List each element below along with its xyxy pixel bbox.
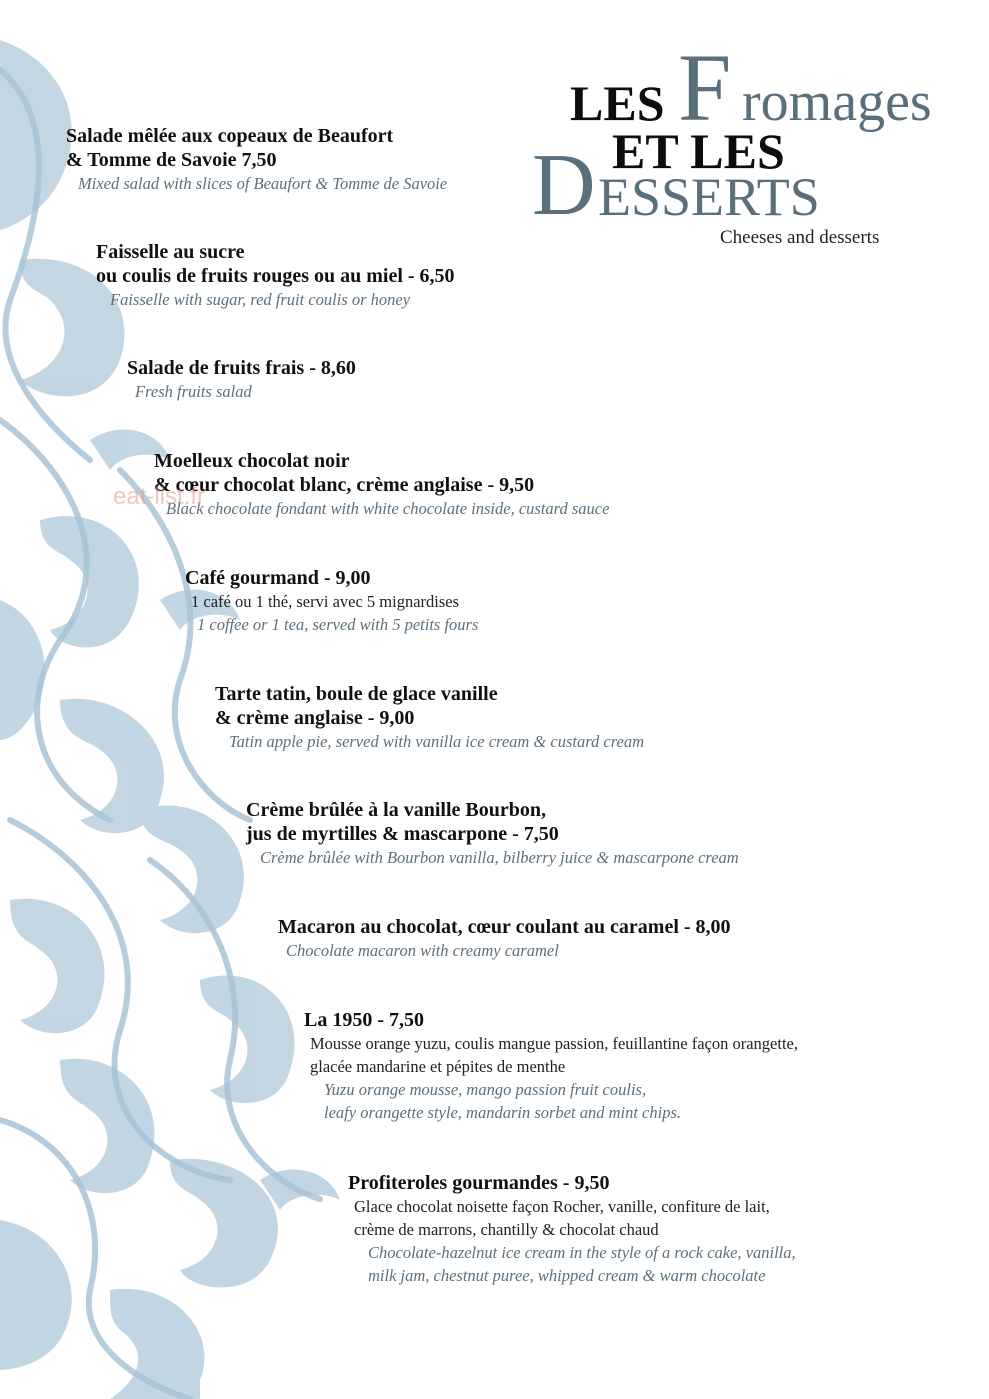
watermark: eat-list.fr: [113, 483, 206, 510]
item-english: milk jam, chestnut puree, whipped cream & warm chocolate: [368, 1266, 766, 1285]
title-desserts-rest: ESSERTS: [598, 167, 820, 227]
item-name-line: Macaron au chocolat, cœur coulant au caramel - 8,00: [278, 916, 731, 938]
item-description: glacée mandarine et pépites de menthe: [310, 1057, 566, 1076]
menu-item: [127, 356, 356, 403]
menu-item: [246, 798, 739, 869]
item-name-line: & crème anglaise - 9,00: [215, 707, 415, 729]
item-name-line: Tarte tatin, boule de glace vanille: [215, 683, 498, 705]
item-description: Mousse orange yuzu, coulis mangue passion, feuillantine façon orangette,: [310, 1034, 798, 1053]
item-english: 1 coffee or 1 tea, served with 5 petits fours: [197, 615, 479, 634]
item-english: Yuzu orange mousse, mango passion fruit coulis,: [324, 1080, 647, 1099]
item-name-line: Café gourmand - 9,00: [185, 567, 371, 589]
title-les: LES: [570, 75, 665, 131]
item-english: Chocolate macaron with creamy caramel: [286, 941, 559, 960]
menu-subtitle: Cheeses and desserts: [720, 227, 880, 248]
item-name-line: Crème brûlée à la vanille Bourbon,: [246, 799, 546, 821]
item-english: Tatin apple pie, served with vanilla ice cream & custard cream: [229, 732, 645, 751]
item-name-line: ou coulis de fruits rouges ou au miel - 6,50: [96, 265, 455, 287]
title-et-les: ET LES: [612, 123, 785, 179]
menu-item: [278, 915, 731, 962]
title-fromages-rest: romages: [742, 71, 932, 133]
item-name-line: Moelleux chocolat noir: [154, 450, 350, 472]
menu-item: [96, 240, 455, 311]
item-english: leafy orangette style, mandarin sorbet and mint chips.: [324, 1103, 681, 1122]
item-name-line: La 1950 - 7,50: [304, 1009, 424, 1031]
item-name-line: Faisselle au sucre: [96, 241, 245, 263]
item-english: Chocolate-hazelnut ice cream in the style of a rock cake, vanilla,: [368, 1243, 796, 1262]
item-english: Fresh fruits salad: [135, 382, 252, 401]
item-name-line: & cœur chocolat blanc, crème anglaise - 9,50: [154, 474, 535, 496]
title-desserts-initial: D: [532, 137, 596, 234]
menu-item: [66, 124, 447, 195]
item-description: crème de marrons, chantilly & chocolat chaud: [354, 1220, 659, 1239]
item-name-line: Salade de fruits frais - 8,60: [127, 357, 356, 379]
menu-item: [154, 449, 609, 520]
item-name-line: & Tomme de Savoie 7,50: [66, 149, 277, 171]
item-name-line: Salade mêlée aux copeaux de Beaufort: [66, 125, 394, 147]
item-description: 1 café ou 1 thé, servi avec 5 mignardises: [191, 592, 460, 611]
item-english: Black chocolate fondant with white chocolate inside, custard sauce: [166, 499, 610, 518]
title-fromages-initial: F: [678, 34, 732, 141]
menu-item: [304, 1008, 798, 1124]
item-english: Mixed salad with slices of Beaufort & Tomme de Savoie: [78, 174, 448, 193]
menu-item: [215, 682, 644, 753]
item-name-line: jus de myrtilles & mascarpone - 7,50: [246, 823, 559, 845]
item-name-line: Profiteroles gourmandes - 9,50: [348, 1172, 610, 1194]
item-english: Faisselle with sugar, red fruit coulis or honey: [110, 290, 411, 309]
menu-item: [348, 1171, 796, 1287]
menu-item: [185, 566, 478, 636]
item-english: Crème brûlée with Bourbon vanilla, bilberry juice & mascarpone cream: [260, 848, 739, 867]
item-description: Glace chocolat noisette façon Rocher, vanille, confiture de lait,: [354, 1197, 770, 1216]
